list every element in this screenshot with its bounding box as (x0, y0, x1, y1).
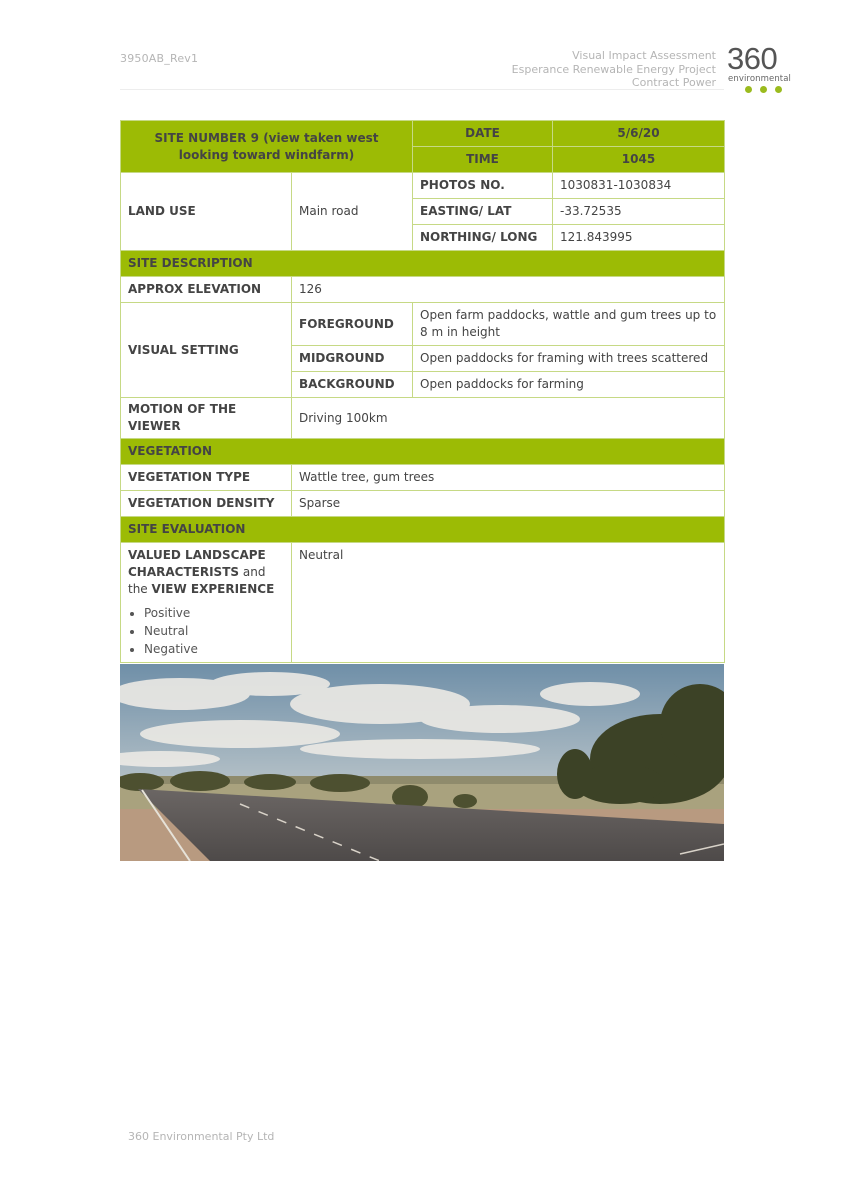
document-title-line: Visual Impact Assessment (572, 49, 716, 62)
date-label: DATE (413, 121, 553, 147)
vegetation-type-label: VEGETATION TYPE (121, 465, 292, 491)
time-label: TIME (413, 147, 553, 173)
easting-label: EASTING/ LAT (413, 199, 553, 225)
midground-value: Open paddocks for framing with trees scattered (413, 346, 725, 372)
vegetation-type-value: Wattle tree, gum trees (292, 465, 725, 491)
evaluation-label-connector: and the (128, 565, 266, 596)
document-reference: 3950AB_Rev1 (120, 52, 199, 65)
land-use-value: Main road (292, 173, 413, 251)
northing-value: 121.843995 (553, 225, 725, 251)
evaluation-value: Neutral (292, 543, 725, 663)
elevation-label: APPROX ELEVATION (121, 277, 292, 303)
site-photo (120, 664, 724, 861)
evaluation-label-bold-2: VIEW EXPERIENCE (151, 582, 275, 596)
foreground-value: Open farm paddocks, wattle and gum trees up to 8 m in height (413, 303, 725, 346)
easting-value: -33.72535 (553, 199, 725, 225)
photos-label: PHOTOS NO. (413, 173, 553, 199)
logo-subtitle: environmental (728, 74, 792, 84)
elevation-value: 126 (292, 277, 725, 303)
evaluation-options-list (128, 604, 284, 658)
document-title-block (512, 49, 716, 90)
vegetation-density-label: VEGETATION DENSITY (121, 491, 292, 517)
company-logo (727, 41, 803, 95)
vegetation-density-value: Sparse (292, 491, 725, 517)
site-assessment-table (120, 120, 725, 663)
land-use-label: LAND USE (121, 173, 292, 251)
client-line: Contract Power (631, 76, 716, 89)
logo-number: 360 (727, 41, 778, 76)
logo-dots-icon (745, 86, 782, 93)
option-positive: • Positive (144, 604, 284, 622)
vegetation-heading: VEGETATION (121, 439, 725, 465)
site-description-heading: SITE DESCRIPTION (121, 251, 725, 277)
foreground-label: FOREGROUND (292, 303, 413, 346)
background-label: BACKGROUND (292, 372, 413, 398)
background-value: Open paddocks for farming (413, 372, 725, 398)
visual-setting-label: VISUAL SETTING (121, 303, 292, 398)
project-name-line: Esperance Renewable Energy Project (511, 62, 716, 76)
northing-label: NORTHING/ LONG (413, 225, 553, 251)
date-value: 5/6/20 (553, 121, 725, 147)
option-neutral: • Neutral (144, 622, 284, 640)
time-value: 1045 (553, 147, 725, 173)
motion-label: MOTION OF THE VIEWER (121, 398, 292, 439)
evaluation-label-bold: VALUED LANDSCAPE CHARACTERISTS (128, 548, 266, 579)
evaluation-label-cell (121, 543, 292, 663)
motion-value: Driving 100km (292, 398, 725, 439)
photos-value: 1030831-1030834 (553, 173, 725, 199)
footer-company: 360 Environmental Pty Ltd (128, 1130, 275, 1143)
midground-label: MIDGROUND (292, 346, 413, 372)
site-evaluation-heading: SITE EVALUATION (121, 517, 725, 543)
option-negative: • Negative (144, 640, 284, 658)
site-title-cell: SITE NUMBER 9 (view taken west looking toward windfarm) (121, 121, 413, 173)
header-divider (120, 89, 724, 90)
